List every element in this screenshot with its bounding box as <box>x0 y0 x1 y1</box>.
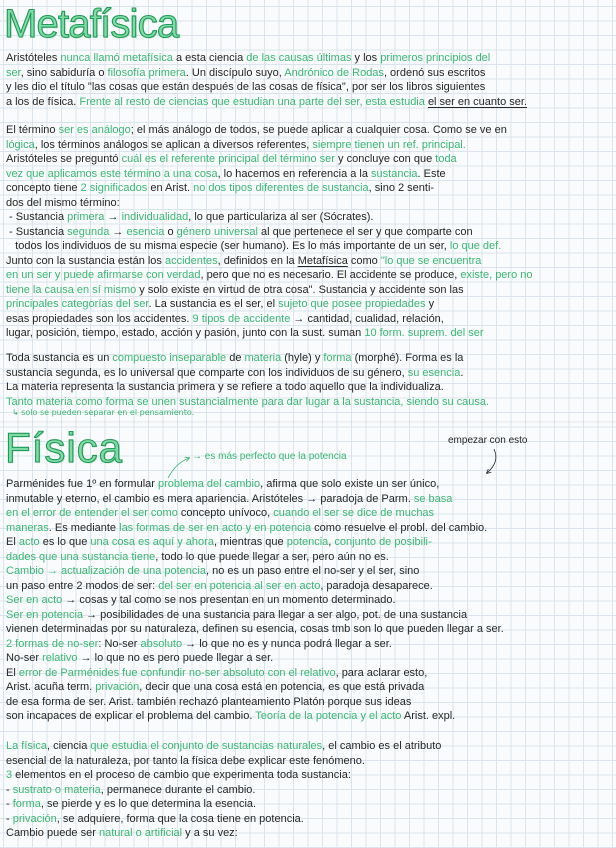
highlighted-text: relativo <box>42 652 78 664</box>
text-segment: ; el más análogo de todos, se puede aplicar a cualquier cosa. Como se ve en <box>130 124 507 136</box>
text-line <box>6 326 608 341</box>
highlighted-text: 2 significados <box>80 182 148 194</box>
text-line-content <box>6 123 507 138</box>
text-segment: Toda sustancia es un <box>6 352 113 364</box>
text-line <box>6 492 608 507</box>
text-segment: Aristóteles <box>6 52 61 64</box>
text-segment: son incapaces de explicar el problema del cambio. <box>6 710 256 722</box>
text-segment: todos los individuos de su misma especie (ser humano). Es lo más importante de un ser, <box>6 240 450 252</box>
text-line-content <box>6 477 439 492</box>
text-line <box>6 351 608 366</box>
text-segment: , definidos en la <box>217 254 298 267</box>
text-line <box>6 366 608 381</box>
highlighted-text: cuando el ser se dice de muchas <box>273 507 435 519</box>
text-line-content <box>6 283 464 298</box>
highlighted-text: sustancia <box>371 167 418 180</box>
text-line-content <box>6 312 444 327</box>
text-line-content <box>6 797 256 812</box>
text-segment: , lo hacemos en referencia a la <box>217 167 372 180</box>
highlighted-text: primera <box>67 211 105 223</box>
highlighted-text: vez que aplicamos este término a una cosa <box>6 167 218 180</box>
text-line-content <box>6 380 444 395</box>
text-line-content <box>6 254 481 269</box>
text-line-content <box>6 366 463 381</box>
highlighted-text: potencia <box>286 536 329 548</box>
text-line-content <box>6 210 373 225</box>
text-segment: , sino sabiduría o <box>20 66 108 79</box>
text-segment: , los términos análogos se aplican a diversos referentes, <box>34 138 313 151</box>
text-line <box>6 80 608 95</box>
text-segment: en Arist. <box>147 182 194 194</box>
text-segment: (morphé). Forma es la <box>351 352 464 364</box>
text-line-content <box>6 680 424 695</box>
text-line <box>6 225 608 240</box>
text-segment: vienen determinadas por su naturaleza, definen su esencia, cosas tmb son lo que pueden llegar a ser. <box>6 623 504 635</box>
text-line <box>6 395 608 410</box>
underlined-text: Metafísica <box>297 254 348 267</box>
text-segment: elementos en el proceso de cambio que experimenta toda sustancia: <box>12 769 351 781</box>
text-segment: Cambio puede ser <box>6 827 99 839</box>
annotation-arrow <box>168 458 189 478</box>
text-segment: al que pertenece el ser y que comparte con <box>257 225 473 238</box>
text-line-content <box>6 812 304 827</box>
text-line <box>6 593 608 608</box>
text-line <box>6 680 608 695</box>
highlighted-text: 10 form. suprem. del ser <box>364 327 484 339</box>
text-line-content <box>6 637 392 652</box>
text-segment: , todo lo que puede llegar a ser, pero aún no es. <box>155 550 389 563</box>
text-segment: , paradoja desaparece. <box>320 579 433 592</box>
text-segment: - <box>6 783 13 796</box>
text-line <box>6 268 608 283</box>
highlighted-text: segunda <box>67 225 110 238</box>
highlighted-text: ser es análogo <box>58 124 131 136</box>
highlighted-text: forma <box>12 798 41 810</box>
text-line <box>6 167 608 182</box>
text-segment: y los <box>351 52 381 64</box>
highlighted-text: maneras <box>6 521 49 534</box>
text-segment: , no es un paso entre el no-ser y el ser, sino <box>205 565 420 577</box>
text-line <box>6 312 608 327</box>
text-segment: , para aclarar esto, <box>335 666 428 679</box>
text-segment: , ordenó sus escritos <box>383 66 486 79</box>
text-line-content <box>6 579 433 594</box>
text-line <box>6 783 608 798</box>
highlighted-text: 3 <box>6 769 13 781</box>
text-line-content <box>6 239 501 254</box>
text-segment: , decir que una cosa está en potencia, es que está privada <box>139 681 425 693</box>
highlighted-text: Tanto materia como forma se unen sustancialmente para dar lugar a la sustancia, siendo su causa. <box>6 395 490 408</box>
paragraph-materia-forma <box>6 351 608 409</box>
text-line <box>6 666 608 681</box>
text-segment: , permanece durante el cambio. <box>100 783 256 796</box>
highlighted-text: no dos tipos diferentes de sustancia <box>193 182 369 194</box>
text-line-content <box>6 506 434 521</box>
highlighted-text: en el error de entender el ser como <box>6 507 178 519</box>
text-line-content <box>6 754 365 769</box>
text-segment: , se pierde y es lo que determina la esencia. <box>40 798 257 810</box>
text-segment: esas propiedades son los accidentes. <box>6 312 193 325</box>
text-line-content <box>6 739 441 754</box>
highlighted-text: cuál es el referente principal del término ser <box>121 153 335 165</box>
text-segment: . Un discípulo suyo, <box>185 66 285 79</box>
text-segment: , se adquiere, forma que la cosa tiene en potencia. <box>56 812 304 825</box>
text-line-content <box>6 225 473 240</box>
text-segment: y <box>425 298 435 310</box>
text-line-content <box>6 550 389 565</box>
text-segment: El <box>6 536 19 548</box>
text-line-content <box>6 66 485 81</box>
text-segment: concepto tiene <box>6 182 81 194</box>
text-segment: , ciencia <box>46 740 91 752</box>
text-segment: de esa forma de ser. Arist. también rechazó planteamiento Platón porque sus ideas <box>6 695 412 708</box>
highlighted-text: error de Parménides fue confundir no-ser absoluto con el relativo <box>18 666 336 679</box>
text-line <box>6 283 608 298</box>
text-segment: , <box>328 536 335 548</box>
text-segment: esencial de la naturaleza, por tanto la física debe explicar este fenómeno. <box>6 754 365 767</box>
highlighted-text: privación <box>12 812 57 825</box>
highlighted-text: una cosa es aquí y ahora <box>90 536 214 548</box>
text-line-content <box>6 709 455 724</box>
highlighted-text: se basa <box>413 492 453 505</box>
highlighted-text: natural o artificial <box>98 827 183 839</box>
text-segment: La materia representa la sustancia primera y se refiere a todo aquello que la individualiza. <box>6 381 444 393</box>
highlighted-text: 2 formas de no-ser <box>6 637 99 650</box>
text-line-content <box>6 521 487 536</box>
text-segment: como <box>347 254 381 267</box>
text-segment: lugar, posición, tiempo, estado, acción y pasión, junto con la sust. suman <box>6 327 365 339</box>
text-line <box>6 477 608 492</box>
annotation-arrow <box>487 449 496 473</box>
highlighted-text: ser <box>6 66 21 79</box>
highlighted-text: primeros principios del <box>380 52 491 64</box>
text-line <box>6 66 608 81</box>
text-segment: → cantidad, cualidad, relación, <box>290 312 444 325</box>
text-line-content <box>6 593 396 608</box>
side-note: ↳ solo se pueden separar en el pensamiento. <box>12 408 195 417</box>
text-line <box>6 564 608 579</box>
text-segment: , pero que no es necesario. El accidente se produce, <box>200 269 461 281</box>
highlighted-text: Ser en acto <box>6 594 63 606</box>
text-line <box>6 152 608 167</box>
text-line <box>6 196 608 211</box>
text-line-content <box>6 138 466 153</box>
text-line <box>6 768 608 783</box>
text-segment: Arist. acuña term. <box>6 681 96 693</box>
text-line <box>6 826 608 841</box>
text-segment: como resuelve el probl. del cambio. <box>311 521 488 534</box>
text-line <box>6 506 608 521</box>
text-segment: → <box>109 225 127 238</box>
text-segment: inmutable y eterno, el cambio es mera apariencia. Aristóteles → paradoja de Parm. <box>6 492 414 505</box>
highlighted-text: problema del cambio <box>157 478 261 490</box>
highlighted-text: género universal <box>176 225 258 238</box>
highlighted-text: acto <box>18 536 40 548</box>
text-line <box>6 550 608 565</box>
highlighted-text: absoluto <box>140 637 183 650</box>
text-line-content <box>6 326 484 341</box>
text-segment: . Es mediante <box>48 521 120 534</box>
margin-annotation: → es más perfecto que la potencia <box>192 451 347 462</box>
text-line-content <box>6 622 504 637</box>
text-segment: : No-ser <box>98 637 141 650</box>
text-segment: a esta ciencia <box>172 52 247 64</box>
text-line <box>6 95 608 110</box>
text-line <box>6 138 608 153</box>
highlighted-text: 9 tipos de accidente <box>192 312 291 325</box>
highlighted-text: existe, pero no <box>460 269 533 281</box>
text-segment: → lo que no es pero puede llegar a ser. <box>77 652 274 664</box>
text-line-content <box>6 196 120 211</box>
highlighted-text: lo que def. <box>449 240 502 252</box>
text-segment: y concluye con que <box>334 153 436 165</box>
text-line <box>6 181 608 196</box>
text-line-content <box>6 783 255 798</box>
text-segment: Aristóteles se preguntó <box>6 153 122 165</box>
highlighted-text: del ser en potencia al ser en acto <box>158 579 321 592</box>
underlined-text: el ser en cuanto ser. <box>427 95 527 108</box>
highlighted-text: sustrato o materia <box>12 783 101 796</box>
highlighted-text: principales categorías del ser <box>6 298 149 310</box>
text-segment: , lo que particulariza al ser (Sócrates). <box>188 211 374 223</box>
text-line-content <box>6 826 238 841</box>
highlighted-text: Teoría de la potencia y el acto <box>255 710 402 722</box>
text-line-content <box>6 395 489 410</box>
highlighted-text: filosofía primera <box>107 66 186 79</box>
text-line <box>6 239 608 254</box>
text-line <box>6 651 608 666</box>
paragraph-cambio-acto-potencia <box>6 477 608 724</box>
text-line <box>6 608 608 623</box>
text-segment: Arist. expl. <box>401 710 456 722</box>
highlighted-text: nunca llamó metafísica <box>60 52 173 64</box>
text-line-content <box>6 297 434 312</box>
text-line <box>6 797 608 812</box>
section-title: Metafísica <box>4 2 179 46</box>
text-line <box>6 579 608 594</box>
highlighted-text: siempre tienen un ref. principal. <box>312 138 466 151</box>
text-line-content <box>6 492 452 507</box>
text-line <box>6 637 608 652</box>
text-segment: - <box>6 798 13 810</box>
text-line <box>6 695 608 710</box>
text-segment: y solo existe en virtud de otra cosa". Sustancia y accidente son las <box>136 283 464 296</box>
highlighted-text: esencia <box>126 225 165 238</box>
text-segment: concepto unívoco, <box>177 507 274 519</box>
text-segment: . Este <box>417 167 446 180</box>
highlighted-text: las formas de ser en acto y en potencia <box>119 521 312 534</box>
text-line-content <box>6 608 467 623</box>
text-segment: → <box>104 211 122 223</box>
text-line-content <box>6 152 457 167</box>
text-segment: → cosas y tal como se nos presentan en un momento determinado. <box>62 594 396 606</box>
text-line <box>6 123 608 138</box>
text-line <box>6 297 608 312</box>
highlighted-text: accidentes <box>164 254 218 267</box>
text-line <box>6 812 608 827</box>
text-segment: es lo que <box>39 536 91 548</box>
highlighted-text: tiene la causa en sí mismo <box>6 283 137 296</box>
text-line-content <box>6 666 427 681</box>
highlighted-text: sujeto que posee propiedades <box>278 298 426 310</box>
text-line <box>6 622 608 637</box>
text-line-content <box>6 695 411 710</box>
text-segment: y a su vez: <box>182 827 238 839</box>
text-line-content <box>6 768 351 783</box>
text-segment: No-ser <box>6 652 43 664</box>
highlighted-text: forma <box>323 352 352 364</box>
text-line-content <box>6 167 446 182</box>
text-segment: - Sustancia <box>6 211 68 223</box>
text-segment: → posibilidades de una sustancia para llegar a ser algo, pot. de una sustancia <box>83 608 468 621</box>
highlighted-text: Frente al resto de ciencias que estudian una parte del ser, esta estudia <box>79 95 425 108</box>
text-segment: de <box>226 352 245 364</box>
text-segment: El término <box>6 124 59 136</box>
text-segment: un paso entre 2 modos de ser: <box>6 579 159 592</box>
text-segment: , el cambio es el atributo <box>322 740 442 752</box>
text-segment: El <box>6 666 19 679</box>
highlighted-text: de las causas últimas <box>246 52 352 64</box>
text-segment: (hyle) y <box>281 352 324 364</box>
text-segment: , afirma que solo existe un ser único, <box>260 478 440 490</box>
highlighted-text: individualidad <box>121 211 189 223</box>
text-line-content <box>6 564 419 579</box>
text-segment: , mientras que <box>213 536 287 548</box>
highlighted-text: que estudia el conjunto de sustancias naturales <box>90 740 323 752</box>
highlighted-text: en un ser y puede afirmarse con verdad <box>6 269 201 281</box>
text-segment: - Sustancia <box>6 225 68 238</box>
text-line-content <box>6 268 533 283</box>
text-segment: a los de física. <box>6 95 80 108</box>
text-line-content <box>6 95 527 110</box>
paragraph-fisica-elementos <box>6 739 608 841</box>
text-segment: Junto con la sustancia están los <box>6 254 165 267</box>
text-line <box>6 709 608 724</box>
text-line <box>6 380 608 395</box>
text-segment: , sino 2 senti- <box>368 182 435 194</box>
text-line-content <box>6 80 485 95</box>
text-segment: . La sustancia es el ser, el <box>148 298 279 310</box>
text-line <box>6 739 608 754</box>
highlighted-text: dades que una sustancia tiene <box>6 550 156 563</box>
text-line-content <box>6 351 463 366</box>
highlighted-text: La física <box>6 740 47 752</box>
text-segment: y les dio el título "las cosas que están después de las cosas de física", por ser los libros siguientes <box>6 81 486 93</box>
text-line-content <box>6 51 490 66</box>
paragraph-sustancia-accidentes <box>6 123 608 341</box>
paragraph-origen-metafisica <box>6 51 608 109</box>
highlighted-text: "lo que se encuentra <box>380 254 482 267</box>
highlighted-text: toda <box>435 153 457 165</box>
highlighted-text: lógica <box>6 138 35 151</box>
text-segment: dos del mismo término: <box>6 196 120 209</box>
text-line <box>6 51 608 66</box>
text-line <box>6 754 608 769</box>
margin-annotation: empezar con esto <box>448 435 528 446</box>
text-line-content <box>6 651 273 666</box>
section-title: Física <box>5 424 124 471</box>
highlighted-text: su esencia <box>407 366 461 379</box>
highlighted-text: Andrónico de Rodas <box>284 66 384 79</box>
text-segment: → lo que no es y nunca podrá llegar a ser. <box>182 637 392 650</box>
text-segment: Parménides fue 1º en formular <box>6 478 158 490</box>
text-segment: . <box>460 366 464 379</box>
text-segment: sustancia segunda, es lo universal que comparte con los individuos de su género, <box>6 366 408 379</box>
text-line <box>6 535 608 550</box>
highlighted-text: compuesto inseparable <box>112 352 227 364</box>
text-line-content <box>6 181 434 196</box>
text-segment: o <box>164 225 177 238</box>
highlighted-text: conjunto de posibili- <box>334 536 432 548</box>
text-line <box>6 210 608 225</box>
text-segment: - <box>6 812 13 825</box>
highlighted-text: Ser en potencia <box>6 608 84 621</box>
text-line <box>6 254 608 269</box>
text-line-content <box>6 535 432 550</box>
text-line <box>6 521 608 536</box>
highlighted-text: privación <box>95 681 140 693</box>
highlighted-text: materia <box>244 352 282 364</box>
highlighted-text: Cambio → actualización de una potencia <box>6 565 206 577</box>
